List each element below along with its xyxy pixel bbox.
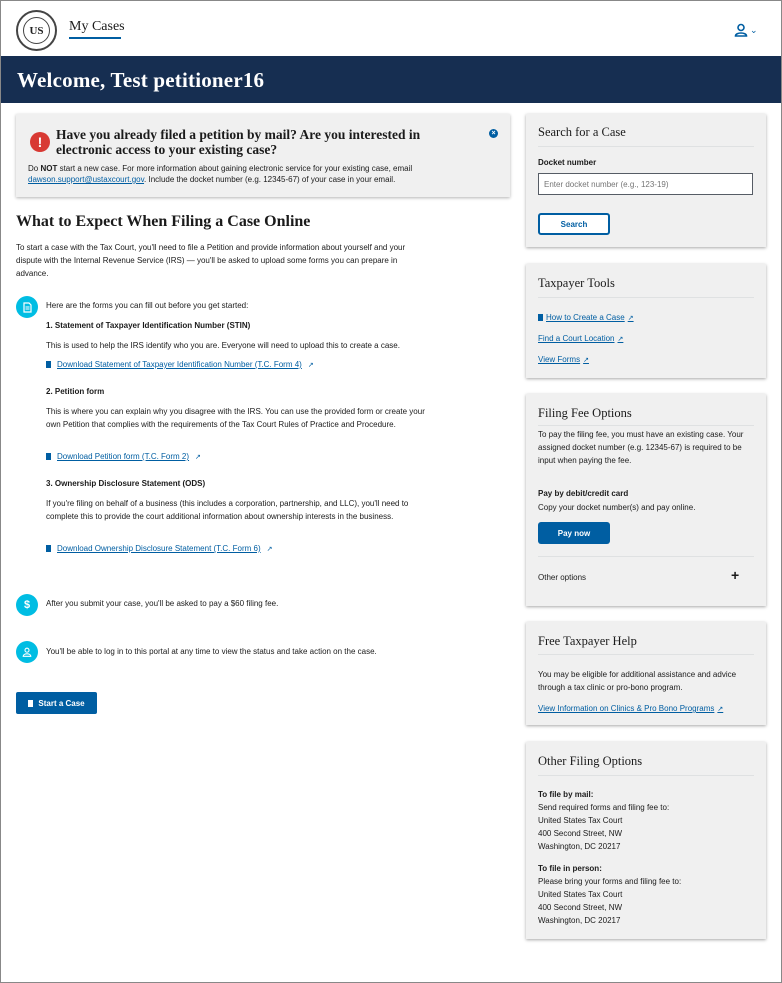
taxpayer-tools-card [526,264,766,378]
file-icon [46,545,51,552]
other-options-toggle[interactable]: Other options [538,573,587,582]
petition-heading: 2. Petition form [46,387,105,396]
external-link-icon: ↗ [617,335,624,343]
page-title: What to Expect When Filing a Case Online [16,213,311,230]
search-card-title: Search for a Case [538,125,626,139]
welcome-title: Welcome, Test petitioner16 [17,68,265,92]
docket-number-label: Docket number [538,158,597,167]
divider [538,146,754,147]
petition-download-label[interactable]: Download Petition form (T.C. Form 2) [57,452,190,461]
pay-card-heading: Pay by debit/credit card [538,489,629,498]
document-icon [16,296,38,318]
pay-now-button[interactable]: Pay now [538,522,610,544]
start-a-case-button[interactable] [16,692,97,714]
external-link-icon: ↗ [266,545,273,553]
file-in-person-heading: To file in person: [538,864,602,873]
file-by-mail-heading: To file by mail: [538,790,594,799]
alert-body-text: Do [28,164,41,173]
seal-text: US [23,17,50,44]
welcome-banner [1,56,781,103]
alert-body-text: . Include the docket number (e.g. 12345-67) of your case in your email. [144,175,396,184]
forms-lead: Here are the forms you can fill out before you get started: [46,301,249,310]
mail-line: Send required forms and filing fee to: [538,803,670,812]
petition-text: This is where you can explain why you disagree with the IRS. You can use the provided form or create your own Petition that complies with the requirements of the Tax Court Rules of Practice and Procedure. [46,407,425,429]
stin-heading: 1. Statement of Taxpayer Identification Number (STIN) [46,321,251,330]
tax-court-seal-logo[interactable] [16,10,57,51]
alert-body [28,163,498,185]
person-line: Please bring your forms and filing fee to: [538,877,682,886]
tools-card-title: Taxpayer Tools [538,276,615,290]
alert-body-text: start a new case. For more information about gaining electronic service for your existing case, email [57,164,413,173]
user-menu-button[interactable] [734,21,760,39]
portal-text: You'll be able to log in to this portal at any time to view the status and take action on the case. [46,647,377,656]
ods-download-label[interactable]: Download Ownership Disclosure Statement (T.C. Form 6) [57,544,261,553]
external-link-icon: ↗ [583,356,589,364]
mail-petition-alert [16,114,510,197]
file-icon [28,700,33,707]
other-card-title: Other Filing Options [538,754,643,768]
fee-card-title: Filing Fee Options [538,406,632,420]
help-card-text: You may be eligible for additional assistance and advice through a tax clinic or pro-bono program. [538,670,737,692]
external-link-icon: ↗ [195,453,201,461]
intro-text: To start a case with the Tax Court, you'll need to file a Petition and provide information about yourself and your dispute with the Internal Revenue Service (IRS) — you'll be asked to upload some forms you can prepare in advance. [16,243,406,278]
pay-card-text: Copy your docket number(s) and pay online. [538,503,696,512]
nav-my-cases[interactable]: My Cases [69,19,125,34]
alert-body-emphasis: NOT [40,164,58,173]
mail-line: 400 Second Street, NW [538,829,623,838]
close-icon[interactable]: × [489,129,498,138]
ods-download-link[interactable] [46,544,273,553]
person-line: 400 Second Street, NW [538,903,623,912]
docket-number-input[interactable] [538,173,753,195]
stin-text: This is used to help the IRS identify who you are. Everyone will need to upload this to create a case. [46,341,400,350]
view-forms-link[interactable] [538,355,589,364]
stin-download-link[interactable] [46,360,314,369]
alert-title: Have you already filed a petition by mail? Are you interested in electronic access to your existing case? [56,127,421,157]
petition-download-link[interactable] [46,452,201,461]
external-link-icon: ↗ [717,705,724,713]
plus-icon[interactable]: + [731,567,740,583]
filing-fee-text: After you submit your case, you'll be asked to pay a $60 filing fee. [46,599,279,608]
person-line: United States Tax Court [538,890,623,899]
fee-card-text: To pay the filing fee, you must have an existing case. Your assigned docket number (e.g. 12345-67) is required to be input when paying the fee. [538,430,744,465]
ods-text: If you're filing on behalf of a business (this includes a corporation, partnership, and LLC), you'll need to complete this to provide the court additional information about ownership interests in the business. [46,499,409,521]
nav-active-indicator [69,37,121,39]
divider [538,425,754,426]
file-icon [46,453,51,460]
file-icon [46,361,51,368]
stin-download-label[interactable]: Download Statement of Taxpayer Identification Number (T.C. Form 4) [57,360,302,369]
dollar-icon: $ [16,594,38,616]
file-icon [538,314,543,321]
start-a-case-label: Start a Case [38,698,85,708]
other-filing-options-card [526,742,766,939]
search-case-card [526,114,766,247]
person-icon [16,641,38,663]
user-icon [734,23,748,37]
person-line: Washington, DC 20217 [538,916,621,925]
clinics-pro-bono-label[interactable]: View Information on Clinics & Pro Bono Programs [538,704,715,713]
divider [538,654,754,655]
error-icon: ! [30,132,50,152]
clinics-pro-bono-link[interactable] [538,704,723,713]
external-link-icon: ↗ [307,361,314,369]
top-header [1,1,781,56]
filing-fee-card [526,394,766,606]
how-to-create-case-link[interactable] [538,313,634,322]
external-link-icon: ↗ [627,314,634,322]
divider [538,775,754,776]
divider [538,556,754,557]
find-court-location-link[interactable] [538,334,623,343]
help-card-title: Free Taxpayer Help [538,634,637,648]
view-forms-label[interactable]: View Forms [538,355,581,364]
find-court-location-label[interactable]: Find a Court Location [538,334,615,343]
divider [538,297,754,298]
mail-line: United States Tax Court [538,816,623,825]
ods-heading: 3. Ownership Disclosure Statement (ODS) [46,479,206,488]
chevron-down-icon: ⌄ [750,24,758,35]
free-taxpayer-help-card [526,622,766,725]
how-to-create-case-label[interactable]: How to Create a Case [546,313,625,322]
support-email-link[interactable]: dawson.support@ustaxcourt.gov [28,175,145,184]
search-button[interactable]: Search [538,213,610,235]
mail-line: Washington, DC 20217 [538,842,621,851]
